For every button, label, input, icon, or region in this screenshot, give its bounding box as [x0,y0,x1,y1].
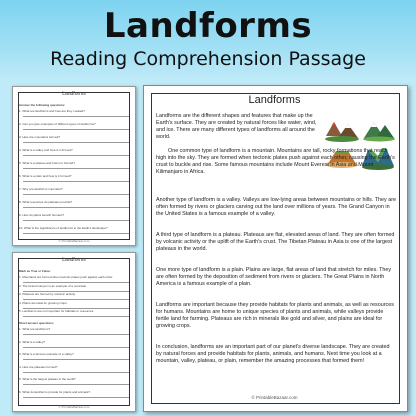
question-item: 5. Landforms are not important for habitats or resources. [19,309,95,313]
question-item: 3. How are mountains formed? [19,135,61,139]
question-item: 6. What is a plain and how is it formed? [19,174,72,178]
question-item: 1. What are landforms and how are they created? [19,109,85,113]
question-item: 3. Plateaus are formed by volcanic activity. [19,292,76,296]
answer-line[interactable] [23,168,129,169]
answer-line[interactable] [23,233,129,234]
passage-footer: © PrintableBazaar.com [251,395,298,400]
question-item: 1. Mountains are formed when tectonic plates push against each other. [19,275,114,279]
passage-paragraph: Landforms are important because they provide habitats for plants and animals, as well as resources for humans. Mountains are home to unique species of plants and animals, while valleys provide fertile land for farming. Plateaus are rich in minerals like gold and silver, and plains are ideal for growing crops. [156,302,394,330]
section-label: Answer the following questions: [19,103,66,107]
question-item: 5. What is a plateau and how is it formed? [19,161,75,165]
passage-title: Landforms [248,94,301,106]
page-subtitle: Reading Comprehension Passage [50,48,366,70]
answer-line[interactable] [23,316,129,317]
question-item: 4. How are plateaus formed? [19,364,58,369]
worksheet-footer: © PrintableBazaar.com [58,405,90,409]
question-item: 6. What do landforms provide for plants and animals? [19,389,91,394]
question-item: 4. What is a valley and how is it formed? [19,148,73,152]
question-item: 10. What is the significance of landforms to the Earth's landscape? [19,226,108,230]
answer-line[interactable] [23,372,129,373]
worksheet-true-false [12,252,136,412]
question-item: 5. What is the largest plateau in the world? [19,377,76,381]
answer-line[interactable] [23,116,129,117]
worksheet-border [18,92,130,240]
answer-line[interactable] [23,220,129,221]
section-label: Short answer questions: [19,321,55,325]
worksheet-title: Landforms [62,257,86,263]
answer-line[interactable] [23,334,129,335]
question-item: 8. What resources do plateaus provide? [19,200,73,204]
question-item: 9. How do plains benefit humans? [19,213,65,217]
answer-line[interactable] [23,384,129,385]
question-item: 3. What is a famous example of a valley? [19,352,74,356]
question-item: 2. Can you give examples of different types of landforms? [19,122,96,126]
answer-line[interactable] [23,194,129,195]
question-item: 1. What are landforms? [19,327,51,331]
answer-line[interactable] [23,359,129,360]
answer-line[interactable] [23,207,129,208]
passage-paragraph: Landforms are the different shapes and features that make up the Earth's surface. They are created by natural forces like water, wind, and ice. There are many different types of landforms all around the world. [156,113,317,141]
worksheet-title: Landforms [62,91,86,97]
passage-paragraph: In conclusion, landforms are an important part of our planet's diverse landscape. They are created by natural forces and provide habitats for plants, animals, and humans. Next time you look at a mountain, valley, plateau, or plain, remember the amazing processes that formed them! [156,344,390,365]
question-item: 4. Plains are ideal for growing crops. [19,300,68,305]
answer-line[interactable] [23,181,129,182]
answer-line[interactable] [23,347,129,348]
passage-sheet [143,85,408,412]
answer-line[interactable] [23,142,129,143]
answer-line[interactable] [23,129,129,130]
answer-line[interactable] [23,397,129,398]
answer-line[interactable] [23,155,129,156]
worksheet-questions [12,86,136,246]
passage-paragraph: Another type of landform is a valley. Valleys are low-lying areas between mountains or hills. They are often formed by rivers or glaciers carving out the land over millions of years. The Grand Canyon in the United States is a famous example of a valley. [156,197,397,218]
passage-paragraph: One more type of landform is a plain. Plains are large, flat areas of land that stretch for miles. They are often formed by the deposition of sediment from rivers or glaciers. The Great Plains in North America is a famous example of a plain. [156,267,392,288]
question-item: 2. The Grand Canyon is an example of a mountain. [19,283,87,288]
header-banner [0,0,416,80]
question-item: 7. Why are landforms important? [19,187,63,191]
worksheet-footer: © PrintableBazaar.com [58,239,90,243]
section-label: Mark as True or False: [19,269,51,273]
passage-paragraph: One common type of landform is a mountain. Mountains are tall, rocky formations that reach high into the sky. They are formed when tectonic plates push against each other, causing the Earth's crust to buckle and rise. Some famous mountains include Mount Everest in Asia and Mount Kilimanjaro in Africa. [156,148,395,176]
page-title: Landforms [103,6,313,46]
question-item: 2. What is a valley? [19,339,46,344]
passage-paragraph: A third type of landform is a plateau. Plateaus are flat, elevated areas of land. They are often formed by volcanic activity or the uplift of the Earth's crust. The Tibetan Plateau in Asia is one of the largest plateaus in the world. [156,232,395,253]
